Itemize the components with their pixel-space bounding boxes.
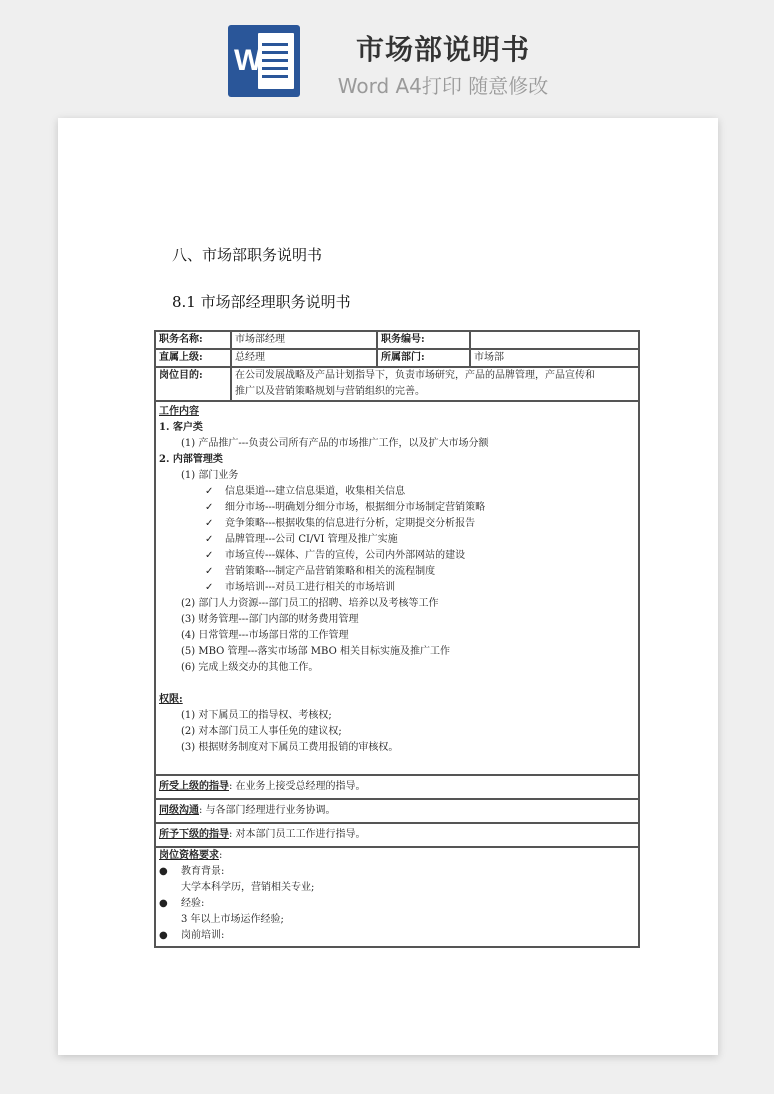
value-cell: 市场部: [470, 349, 639, 367]
check-icon: ✓: [205, 582, 214, 593]
table-row: [155, 349, 639, 367]
label-cell: 职务名称:: [155, 331, 231, 349]
guide-up-cell: [155, 775, 639, 799]
peer-text: : 与各部门经理进行业务协调。: [199, 805, 336, 816]
word-logo-icon: [228, 25, 300, 97]
label-cell: 直属上级:: [155, 349, 231, 367]
authority-item: (2) 对本部门员工人事任免的建议权;: [181, 726, 342, 737]
check-item: ✓ 信息渠道---建立信息渠道，收集相关信息: [159, 484, 635, 500]
table-row: [155, 775, 639, 799]
check-icon: ✓: [205, 518, 214, 529]
work-item: (4) 日常管理---市场部日常的工作管理: [181, 630, 349, 641]
header-title: 市场部说明书: [355, 33, 530, 66]
peer-label: 同级沟通: [159, 805, 199, 816]
peer-cell: [155, 799, 639, 823]
qualification-title: 岗位资格要求:: [159, 850, 223, 861]
header-subtitle: Word A4打印 随意修改: [337, 74, 549, 98]
label-cell: 所属部门:: [377, 349, 470, 367]
qualification-cell: [155, 847, 639, 947]
purpose-line: 在公司发展战略及产品计划指导下，负责市场研究，产品的品牌管理，产品宣传和: [235, 370, 595, 381]
work-item: (6) 完成上级交办的其他工作。: [181, 662, 319, 673]
table-row: [155, 847, 639, 947]
spacer: [159, 676, 635, 692]
guide-down-label: 所予下级的指导: [159, 829, 229, 840]
guide-up-label: 所受上级的指导: [159, 781, 229, 792]
qual-value: 大学本科学历，营销相关专业;: [181, 882, 315, 893]
purpose-cell: [231, 367, 639, 401]
bullet-icon: ●: [159, 866, 168, 877]
guide-down-cell: [155, 823, 639, 847]
table-row: [155, 823, 639, 847]
check-item: ✓ 市场宣传---媒体、广告的宣传，公司内外部网站的建设: [159, 548, 635, 564]
section-heading: 八、市场部职务说明书: [172, 246, 323, 264]
label-cell: 岗位目的:: [155, 367, 231, 401]
check-icon: ✓: [205, 550, 214, 561]
check-item: ✓ 营销策略---制定产品营销策略和相关的流程制度: [159, 564, 635, 580]
table-row: [155, 331, 639, 349]
guide-down-text: : 对本部门员工工作进行指导。: [229, 829, 366, 840]
category-title: 2. 内部管理类: [159, 454, 223, 465]
work-title: 工作内容: [159, 406, 199, 417]
work-content-cell: [155, 401, 639, 775]
page-header: [0, 0, 774, 110]
authority-item: (3) 根据财务制度对下属员工费用报销的审核权。: [181, 742, 399, 753]
job-description-table: [154, 330, 640, 948]
work-item: (1) 部门业务: [181, 470, 239, 481]
authority-title: 权限:: [159, 694, 183, 705]
work-item: (5) MBO 管理---落实市场部 MBO 相关目标实施及推广工作: [181, 646, 450, 657]
qual-item: ● 岗前培训:: [159, 928, 635, 944]
bullet-icon: ●: [159, 898, 168, 909]
check-icon: ✓: [205, 502, 214, 513]
work-item: (2) 部门人力资源---部门员工的招聘、培养以及考核等工作: [181, 598, 439, 609]
label-cell: 职务编号:: [377, 331, 470, 349]
check-item: ✓ 细分市场---明确划分细分市场，根据细分市场制定营销策略: [159, 500, 635, 516]
document-page: [58, 118, 718, 1055]
subsection-heading: 8.1 市场部经理职务说明书: [172, 293, 351, 311]
check-item: ✓ 市场培训---对员工进行相关的市场培训: [159, 580, 635, 596]
qual-value: 3 年以上市场运作经验;: [181, 914, 284, 925]
table-row: [155, 401, 639, 775]
qual-item: ● 经验:: [159, 896, 635, 912]
logo-letter: W: [234, 44, 263, 77]
work-item: (3) 财务管理---部门内部的财务费用管理: [181, 614, 359, 625]
check-icon: ✓: [205, 534, 214, 545]
work-item: (1) 产品推广---负责公司所有产品的市场推广工作，以及扩大市场分额: [181, 438, 489, 449]
value-cell: 市场部经理: [231, 331, 377, 349]
spacer: [159, 756, 635, 772]
authority-item: (1) 对下属员工的指导权、考核权;: [181, 710, 332, 721]
category-title: 1. 客户类: [159, 422, 203, 433]
purpose-line: 推广以及营销策略规划与营销组织的完善。: [235, 386, 425, 397]
table-row: [155, 799, 639, 823]
qual-item: ● 教育背景:: [159, 864, 635, 880]
check-icon: ✓: [205, 486, 214, 497]
check-item: ✓ 品牌管理---公司 CI/VI 管理及推广实施: [159, 532, 635, 548]
check-item: ✓ 竞争策略---根据收集的信息进行分析，定期提交分析报告: [159, 516, 635, 532]
check-icon: ✓: [205, 566, 214, 577]
guide-up-text: : 在业务上接受总经理的指导。: [229, 781, 366, 792]
value-cell: 总经理: [231, 349, 377, 367]
value-cell: [470, 331, 639, 349]
table-row: [155, 367, 639, 401]
bullet-icon: ●: [159, 930, 168, 941]
